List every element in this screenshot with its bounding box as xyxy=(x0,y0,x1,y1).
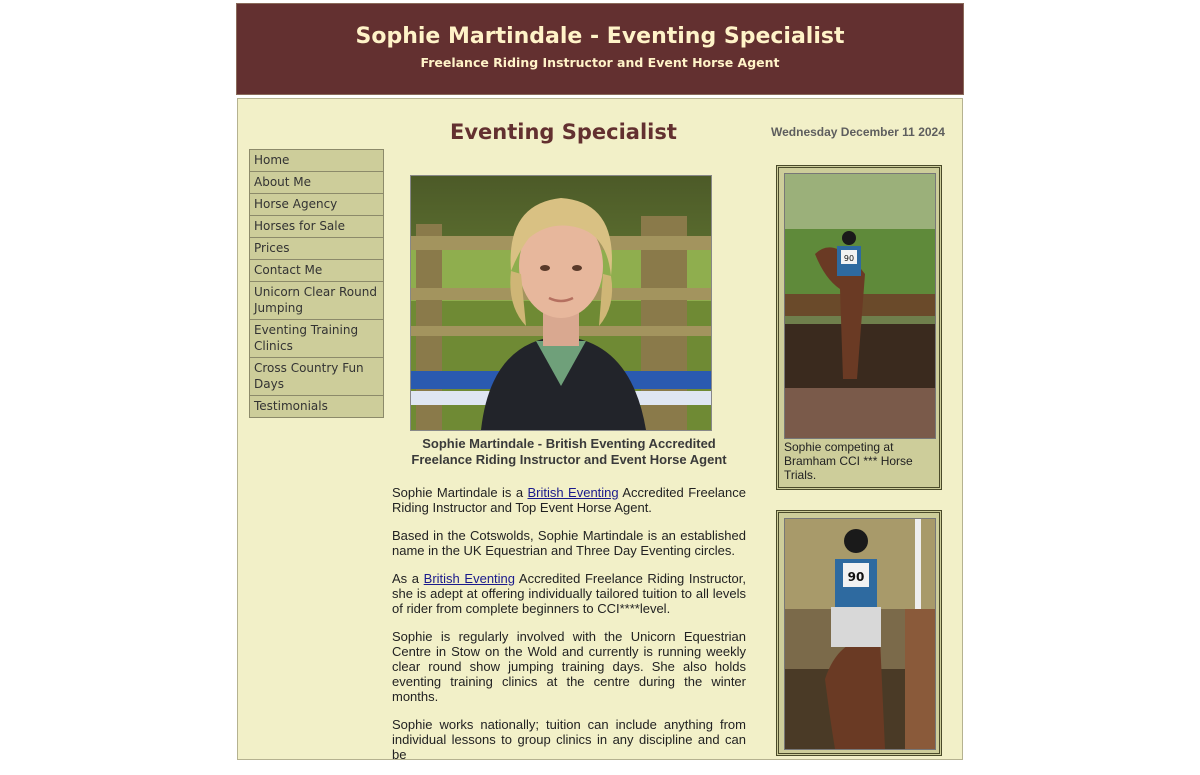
current-date: Wednesday December 11 2024 xyxy=(771,125,945,139)
site-header xyxy=(236,3,964,95)
site-subtitle: Freelance Riding Instructor and Event Horse Agent xyxy=(420,55,780,70)
rider-number-1: 90 xyxy=(843,254,855,263)
horse-jump-image xyxy=(785,174,935,438)
paragraph-3: As a British Eventing Accredited Freelance Riding Instructor, she is adept at offering individually tailored tuition to all levels of rider from complete beginners to CCI****level. xyxy=(392,571,746,616)
nav-item-cross-country[interactable]: Cross Country Fun Days xyxy=(250,358,383,396)
portrait-image xyxy=(411,176,711,430)
site-title: Sophie Martindale - Eventing Specialist xyxy=(355,24,845,49)
nav-item-horses-for-sale[interactable]: Horses for Sale xyxy=(250,216,383,238)
paragraph-5: Sophie works nationally; tuition can include anything from individual lessons to group clinics in any discipline and can be xyxy=(392,717,746,762)
nav-item-home[interactable]: Home xyxy=(250,150,383,172)
nav-item-testimonials[interactable]: Testimonials xyxy=(254,399,328,413)
sidebar-photo-2 xyxy=(784,518,936,750)
portrait-caption-line2: Freelance Riding Instructor and Event Horse Agent xyxy=(411,451,727,467)
portrait-caption xyxy=(392,436,746,467)
paragraph-4: Sophie is regularly involved with the Unicorn Equestrian Centre in Stow on the Wold and currently is running weekly clear round show jumping training days. She also holds eventing training clinics at the centre during the winter months. xyxy=(392,629,746,704)
rider-number-2: 90 xyxy=(847,570,865,584)
paragraph-1: Sophie Martindale is a British Eventing Accredited Freelance Riding Instructor and Top Event Horse Agent. xyxy=(392,485,746,515)
sidebar-nav xyxy=(249,149,384,418)
nav-item-horse-agency[interactable]: Horse Agency xyxy=(250,194,383,216)
sidebar-photo-1-caption: Sophie competing at Bramham CCI *** Horse Trials. xyxy=(784,440,913,482)
paragraph-2: Based in the Cotswolds, Sophie Martindale is an established name in the UK Equestrian and Three Day Eventing circles. xyxy=(392,528,746,558)
nav-item-unicorn-clear-round[interactable]: Unicorn Clear Round Jumping xyxy=(250,282,383,320)
sidebar-photo-box-1 xyxy=(776,165,942,490)
british-eventing-link-2[interactable]: British Eventing xyxy=(423,571,516,586)
sidebar-photo-1 xyxy=(784,173,936,439)
portrait-photo xyxy=(410,175,712,431)
page-title: Eventing Specialist xyxy=(450,120,677,144)
nav-item-eventing-clinics[interactable]: Eventing Training Clinics xyxy=(250,320,383,358)
nav-item-about-me[interactable]: About Me xyxy=(250,172,383,194)
nav-item-contact-me[interactable]: Contact Me xyxy=(250,260,383,282)
sidebar-photo-box-2 xyxy=(776,510,942,756)
british-eventing-link[interactable]: British Eventing xyxy=(527,485,619,500)
intro-text xyxy=(392,485,746,775)
nav-item-prices[interactable]: Prices xyxy=(250,238,383,260)
horse-drop-image xyxy=(785,519,935,749)
portrait-caption-line1: Sophie Martindale - British Eventing Accredited xyxy=(422,436,716,451)
